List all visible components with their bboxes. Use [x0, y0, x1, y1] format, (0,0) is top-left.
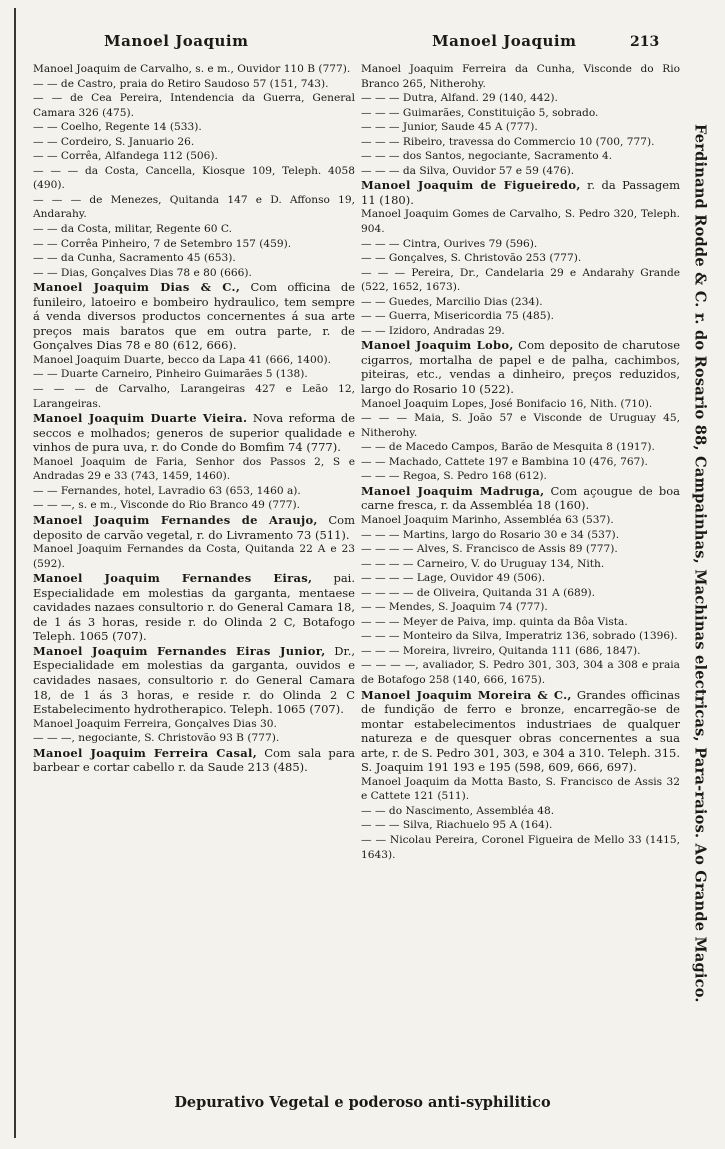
entry-text: Com açougue de boa carne fresca, r. da Assembléa 18 (160).: [361, 483, 680, 513]
directory-entry: [361, 629, 680, 644]
directory-entry: [33, 237, 355, 252]
entry-text: — — Guedes, Marcilio Dias (234).: [361, 295, 543, 308]
entry-text: — — — — Carneiro, V. do Uruguay 134, Nith.: [361, 557, 605, 570]
entry-text: — — de Cea Pereira, Intendencia da Guerra, General Camara 326 (475).: [33, 92, 355, 119]
directory-entry: [361, 644, 680, 659]
directory-entry: [33, 382, 355, 411]
entry-text: Manoel Joaquim Marinho, Assembléa 63 (537).: [361, 513, 614, 526]
entry-text: Com sala para barbear e cortar cabello r. da Saude 213 (485).: [33, 745, 356, 775]
entry-text: — — Cordeiro, S. Januario 26.: [33, 135, 195, 148]
entry-text: Manoel Joaquim de Carvalho, s. e m., Ouvidor 110 B (777).: [33, 63, 351, 75]
entry-text: — — Machado, Cattete 197 e Bambina 10 (476, 767).: [361, 455, 648, 468]
entry-text: — — Corrêa, Alfandega 112 (506).: [33, 150, 218, 163]
directory-entry-featured: [33, 644, 355, 717]
left-column: [33, 62, 355, 775]
directory-entry: [361, 804, 680, 819]
entry-text: — — —, negociante, S. Christovão 93 B (777).: [33, 732, 280, 745]
directory-entry-featured: [33, 280, 355, 353]
entry-firm-name: Manoel Joaquim Ferreira Casal,: [33, 745, 258, 760]
entry-text: — — — Silva, Riachuelo 95 A (164).: [361, 819, 553, 832]
directory-entry: [361, 600, 680, 615]
directory-entry: [361, 324, 680, 339]
entry-text: — — — Junior, Saude 45 A (777).: [361, 121, 538, 134]
directory-entry: [361, 615, 680, 630]
entry-text: — — Mendes, S. Joaquim 74 (777).: [361, 601, 548, 614]
entry-text: — — — de Carvalho, Larangeiras 427 e Leão 12, Larangeiras.: [33, 383, 355, 410]
directory-entry: [361, 469, 680, 484]
entry-firm-name: Manoel Joaquim Fernandes Eiras,: [33, 571, 313, 586]
directory-entry: [33, 135, 355, 150]
directory-entry: [361, 397, 680, 412]
entry-firm-name: Manoel Joaquim Duarte Vieira.: [33, 411, 248, 426]
entry-text: Grandes officinas de fundição de ferro e bronze, encarregão-se de montar estabelecimentos industriaes de qualquer natureza e de quesquer obras concernentes a sua arte, r. de S. Pedro 301, 303, e 304 a 310. Teleph. 315. S. Joaquim 191 193 e 195 (598, 609, 666, 697).: [361, 687, 681, 775]
directory-entry: [33, 717, 355, 732]
entry-text: Com deposito de carvão vegetal, r. do Livramento 73 (511).: [33, 512, 355, 542]
entry-text: — — — de Menezes, Quitanda 147 e D. Affonso 19, Andarahy.: [33, 193, 355, 221]
directory-entry: [33, 149, 355, 164]
entry-text: — — da Cunha, Sacramento 45 (653).: [33, 252, 236, 265]
directory-entry: [33, 164, 355, 193]
entry-text: Manoel Joaquim Lopes, José Bonifacio 16, Nith. (710).: [361, 397, 653, 410]
directory-entry: [361, 149, 680, 164]
entry-text: — — — da Silva, Ouvidor 57 e 59 (476).: [361, 164, 575, 177]
entry-text: Manoel Joaquim Fernandes da Costa, Quitanda 22 A e 23 (592).: [33, 543, 355, 570]
entry-text: — — — Moreira, livreiro, Quitanda 111 (686, 1847).: [361, 644, 641, 657]
entry-text: — — — —, avaliador, S. Pedro 301, 303, 304 a 308 e praia de Botafogo 258 (140, 666, 1675).: [361, 659, 680, 686]
directory-entry: [33, 542, 355, 571]
directory-entry: [33, 266, 355, 281]
entry-text: — — Fernandes, hotel, Lavradio 63 (653, 1460 a).: [33, 484, 301, 497]
directory-entry: [361, 295, 680, 310]
directory-entry: [361, 557, 680, 572]
directory-entry: [361, 440, 680, 455]
directory-entry: [33, 353, 355, 368]
entry-text: — — Izidoro, Andradas 29.: [361, 324, 505, 337]
entry-text: Manoel Joaquim Ferreira, Gonçalves Dias 30.: [33, 717, 277, 730]
directory-entry: [33, 91, 355, 120]
entry-text: — — Gonçalves, S. Christovão 253 (777).: [361, 252, 582, 265]
entry-text: — — — — Lage, Ouvidor 49 (506).: [361, 572, 546, 585]
entry-text: — — Corrêa Pinheiro, 7 de Setembro 157 (459).: [33, 237, 292, 250]
directory-entry: [361, 266, 680, 295]
entry-text: Manoel Joaquim Gomes de Carvalho, S. Pedro 320, Teleph. 904.: [361, 208, 680, 236]
entry-text: Dr., Especialidade em molestias da garganta, ouvidos e cavidades nasaes, consultorio r. do General Camara 18, de 1 ás 3 horas, e reside r. do Olinda 2 C Estabelecimento hydrotherapico. Teleph. 1065 (707).: [33, 643, 355, 717]
left-margin-rule: [14, 8, 16, 1138]
directory-entry: [361, 309, 680, 324]
directory-entry: [33, 251, 355, 266]
directory-entry-featured: [33, 411, 355, 455]
directory-entry: [361, 91, 680, 106]
entry-text: pai. Especialidade em molestias da garganta, mentaese cavidades nazaes consultorio r. do General Camara 18, de 1 ás 3 horas, reside r. do Olinda 2 C, Botafogo Teleph. 1065 (707).: [33, 571, 356, 644]
directory-entry: [33, 367, 355, 382]
side-advert: [683, 48, 717, 1078]
directory-entry: [33, 120, 355, 135]
directory-entry: [361, 571, 680, 586]
right-column: [361, 62, 680, 862]
right-running-header: Manoel Joaquim: [432, 32, 577, 50]
entry-text: r. da Passagem 11 (180).: [361, 178, 680, 207]
entry-text: — — de Macedo Campos, Barão de Mesquita 8 (1917).: [361, 441, 655, 454]
directory-entry-featured: [33, 513, 355, 542]
entry-text: — — — Cintra, Ourives 79 (596).: [361, 237, 538, 250]
entry-text: — — da Costa, militar, Regente 60 C.: [33, 223, 232, 236]
entry-text: Manoel Joaquim de Faria, Senhor dos Passos 2, S e Andradas 29 e 33 (743, 1459, 1460).: [33, 455, 355, 483]
side-advert-text: Ferdinand Rodde & C. r. do Rosario 88, Campainhas, Machinas electricas, Para-raios. Ao Grande Magico.: [691, 123, 709, 1003]
entry-text: — — — Maia, S. João 57 e Visconde de Uruguay 45, Nitherohy.: [361, 412, 680, 439]
entry-text: — — de Castro, praia do Retiro Saudoso 57 (151, 743).: [33, 77, 329, 90]
footer-advert: Depurativo Vegetal e poderoso anti-syphilitico: [174, 1094, 551, 1111]
entry-firm-name: Manoel Joaquim Lobo,: [361, 338, 514, 353]
entry-text: — — Dias, Gonçalves Dias 78 e 80 (666).: [33, 266, 252, 279]
entry-text: — — Duarte Carneiro, Pinheiro Guimarães 5 (138).: [33, 368, 308, 381]
directory-entry: [361, 106, 680, 121]
entry-text: — — — da Costa, Cancella, Kiosque 109, Teleph. 4058 (490).: [33, 164, 355, 192]
directory-entry: [361, 251, 680, 266]
directory-entry: [361, 135, 680, 150]
entry-text: Com officina de funileiro, latoeiro e bombeiro hydraulico, tem sempre á venda diversos productos concernentes á sua arte preços mais baratos que em outra parte, r. de Gonçalves Dias 78 e 80 (612, 666).: [33, 280, 355, 353]
entry-text: — — — — de Oliveira, Quitanda 31 A (689).: [361, 586, 595, 599]
directory-entry: [361, 586, 680, 601]
entry-text: — — — Martins, largo do Rosario 30 e 34 (537).: [361, 528, 620, 541]
directory-entry: [361, 658, 680, 687]
directory-entry: [361, 207, 680, 236]
entry-text: — — Guerra, Misericordia 75 (485).: [361, 310, 554, 323]
entry-text: — — — Meyer de Paiva, imp. quinta da Bôa Vista.: [361, 615, 628, 628]
left-running-header: Manoel Joaquim: [104, 32, 249, 50]
entry-text: — — — — Alves, S. Francisco de Assis 89 (777).: [361, 543, 618, 556]
directory-entry: [361, 62, 680, 91]
entry-firm-name: Manoel Joaquim Fernandes de Araujo,: [33, 512, 318, 527]
entry-text: Com deposito de charutose cigarros, mortalha de papel e de palha, cachimbos, piteiras, etc., vendas a dinheiro, preços reduzidos, largo do Rosario 10 (522).: [361, 338, 680, 397]
directory-entry: [33, 62, 355, 77]
directory-entry: [33, 77, 355, 92]
directory-entry: [361, 542, 680, 557]
entry-text: Manoel Joaquim Duarte, becco da Lapa 41 (666, 1400).: [33, 353, 332, 366]
directory-entry-featured: [361, 178, 680, 207]
entry-text: — — Nicolau Pereira, Coronel Figueira de Mello 33 (1415, 1643).: [361, 833, 680, 861]
directory-entry: [361, 237, 680, 252]
directory-entry: [33, 455, 355, 484]
entry-text: — — — Dutra, Alfand. 29 (140, 442).: [361, 92, 558, 105]
page-number: 213: [630, 34, 660, 50]
directory-entry-featured: [33, 571, 355, 644]
entry-text: — — — Ribeiro, travessa do Commercio 10 (700, 777).: [361, 135, 655, 148]
directory-entry: [33, 193, 355, 222]
entry-text: — — — Regoa, S. Pedro 168 (612).: [361, 470, 547, 483]
directory-entry-featured: [361, 338, 680, 396]
directory-entry: [361, 455, 680, 470]
directory-entry: [361, 513, 680, 528]
directory-entry: [361, 164, 680, 179]
entry-text: — — do Nascimento, Assembléa 48.: [361, 804, 555, 817]
entry-text: — — — Pereira, Dr., Candelaria 29 e Andarahy Grande (522, 1652, 1673).: [361, 266, 680, 294]
entry-firm-name: Manoel Joaquim Dias & C.,: [33, 280, 241, 295]
directory-entry: [361, 818, 680, 833]
directory-entry-featured: [33, 746, 355, 775]
directory-entry: [33, 731, 355, 746]
entry-text: — — —, s. e m., Visconde do Rio Branco 49 (777).: [33, 499, 301, 512]
directory-entry: [33, 498, 355, 513]
entry-text: — — — Guimarães, Constituição 5, sobrado.: [361, 106, 599, 119]
entry-text: Manoel Joaquim da Motta Basto, S. Francisco de Assis 32 e Cattete 121 (511).: [361, 775, 680, 803]
entry-text: — — — dos Santos, negociante, Sacramento 4.: [361, 150, 613, 163]
entry-text: Manoel Joaquim Ferreira da Cunha, Visconde do Rio Branco 265, Nitherohy.: [361, 63, 680, 90]
directory-entry-featured: [361, 688, 680, 775]
entry-text: — — Coelho, Regente 14 (533).: [33, 121, 202, 134]
entry-text: — — — Monteiro da Silva, Imperatriz 136, sobrado (1396).: [361, 630, 678, 643]
directory-entry: [361, 120, 680, 135]
directory-entry: [361, 528, 680, 543]
entry-firm-name: Manoel Joaquim Moreira & C.,: [361, 687, 572, 702]
directory-entry: [33, 222, 355, 237]
entry-firm-name: Manoel Joaquim de Figueiredo,: [361, 178, 581, 193]
entry-firm-name: Manoel Joaquim Fernandes Eiras Junior,: [33, 643, 326, 658]
directory-entry: [33, 484, 355, 499]
directory-entry: [361, 411, 680, 440]
directory-entry: [361, 833, 680, 862]
entry-text: Nova reforma de seccos e molhados; generos de superior qualidade e vinhos de pura uva, r. do Conde do Bomfim 74 (777).: [33, 411, 356, 455]
entry-firm-name: Manoel Joaquim Madruga,: [361, 483, 545, 498]
directory-entry-featured: [361, 484, 680, 513]
directory-entry: [361, 775, 680, 804]
